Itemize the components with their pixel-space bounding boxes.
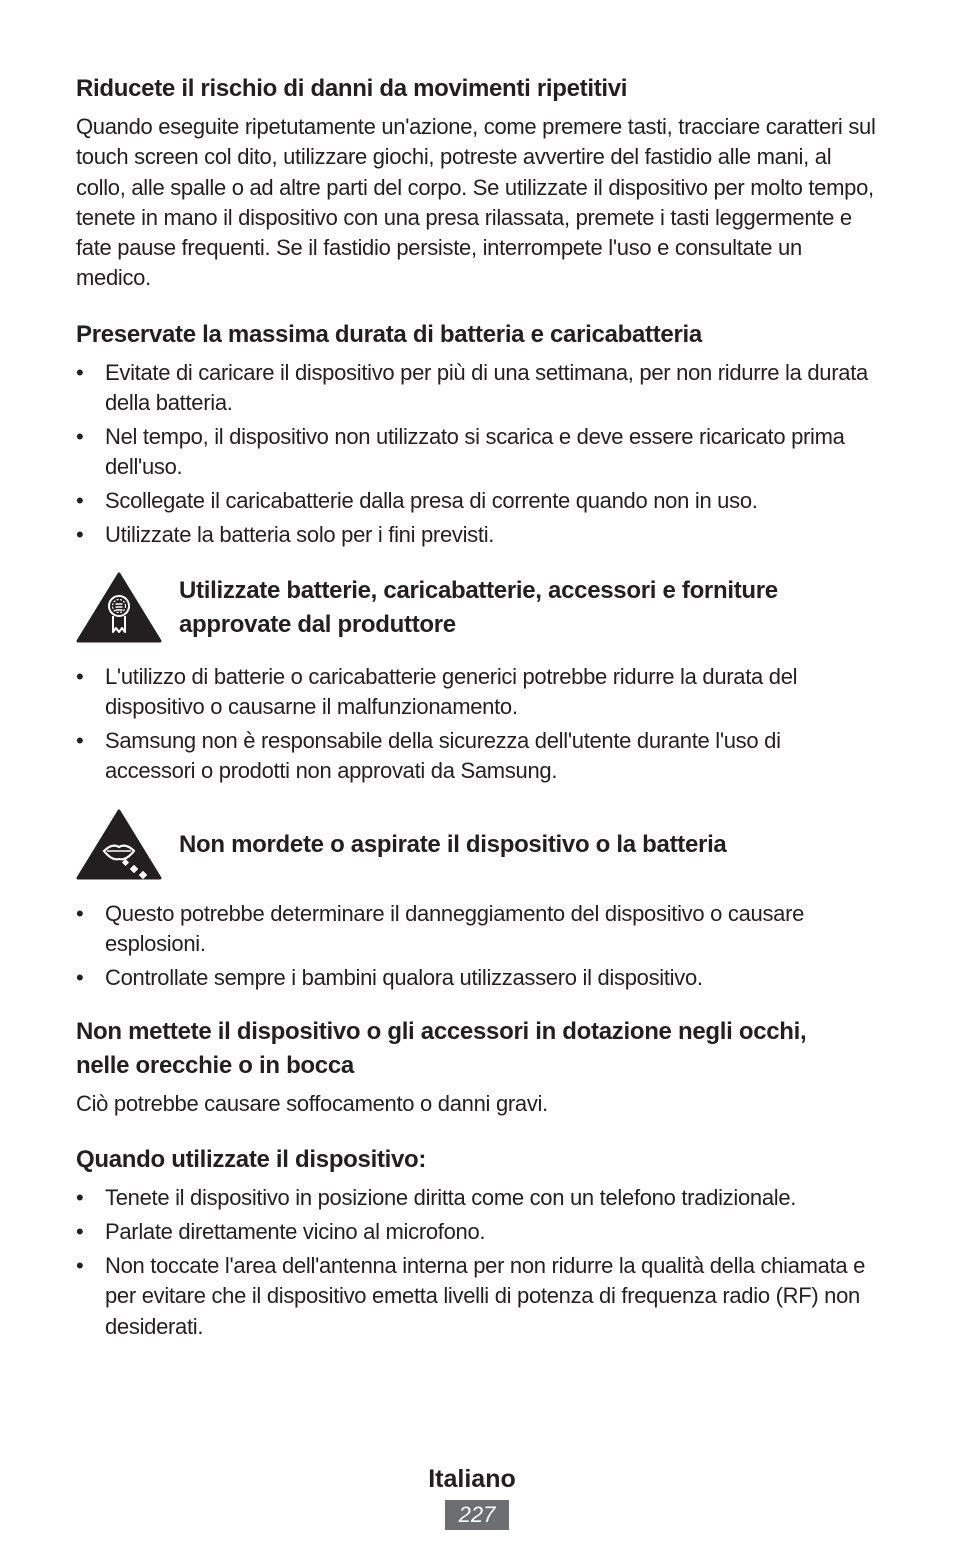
warning-heading bbox=[179, 574, 778, 642]
section-paragraph: Quando eseguite ripetutamente un'azione, come premere tasti, tracciare caratteri sul touch screen col dito, utilizzare giochi, potreste avvertire del fastidio alle mani, al collo, alle spalle o ad altre parti del corpo. Se utilizzate il dispositivo per molto tempo, tenete in mano il dispositivo con una presa rilassata, premete i tasti leggermente e fate pause frequenti. Se il fastidio persiste, interrompete l'uso e consultate un medico. bbox=[76, 114, 876, 291]
warning-header bbox=[76, 572, 876, 644]
bullet-list bbox=[76, 899, 876, 993]
list-item bbox=[76, 422, 876, 483]
section-battery-life bbox=[76, 318, 876, 550]
section-when-using bbox=[76, 1143, 876, 1341]
section-heading-line: nelle orecchie o in bocca bbox=[76, 1052, 354, 1080]
manual-page bbox=[76, 72, 876, 1364]
bullet-list bbox=[76, 662, 876, 787]
list-item bbox=[76, 899, 876, 960]
list-item-text: Controllate sempre i bambini qualora utilizzassero il dispositivo. bbox=[105, 964, 703, 990]
warning-heading-line: approvate dal produttore bbox=[179, 611, 456, 639]
no-biting-warning-icon bbox=[76, 809, 162, 881]
bullet-marker: • bbox=[76, 900, 84, 926]
list-item-text: Scollegate il caricabatterie dalla presa di corrente quando non in uso. bbox=[105, 487, 758, 513]
list-item-text: Samsung non è responsabile della sicurezza dell'utente durante l'uso di accessori o prodotti non approvati da Samsung. bbox=[105, 728, 781, 784]
section-heading: Riducete il rischio di danni da movimenti ripetitivi bbox=[76, 75, 628, 102]
page-footer bbox=[0, 1462, 954, 1530]
list-item bbox=[76, 1183, 876, 1213]
list-item-text: Utilizzate la batteria solo per i fini previsti. bbox=[105, 521, 495, 547]
warning-header bbox=[76, 809, 876, 881]
bullet-marker: • bbox=[76, 1253, 84, 1279]
list-item bbox=[76, 358, 876, 419]
bullet-marker: • bbox=[76, 728, 84, 754]
list-item-text: Evitate di caricare il dispositivo per più di una settimana, per non ridurre la durata della batteria. bbox=[105, 359, 868, 416]
section-heading: Preservate la massima durata di batteria e caricabatteria bbox=[76, 320, 702, 348]
list-item-text: L'utilizzo di batterie o caricabatterie generici potrebbe ridurre la durata del dispositivo o causarne il malfunzionamento. bbox=[105, 664, 798, 720]
list-item bbox=[76, 726, 876, 787]
section-no-biting bbox=[76, 809, 876, 993]
bullet-marker: • bbox=[76, 359, 84, 385]
section-heading: Quando utilizzate il dispositivo: bbox=[76, 1146, 427, 1174]
bullet-marker: • bbox=[76, 423, 84, 449]
warning-heading: Non mordete o aspirate il dispositivo o la batteria bbox=[179, 830, 727, 858]
list-item-text: Parlate direttamente vicino al microfono. bbox=[105, 1219, 486, 1245]
bullet-marker: • bbox=[76, 487, 84, 513]
list-item-text: Non toccate l'area dell'antenna interna per non ridurre la qualità della chiamata e per evitare che il dispositivo emetta livelli di potenza di frequenza radio (RF) non desiderati. bbox=[105, 1253, 866, 1339]
list-item-text: Tenete il dispositivo in posizione diritta come con un telefono tradizionale. bbox=[105, 1185, 797, 1211]
list-item bbox=[76, 1217, 876, 1247]
bullet-marker: • bbox=[76, 1219, 84, 1245]
warning-heading-line: Utilizzate batterie, caricabatterie, accessori e forniture bbox=[179, 577, 778, 605]
section-paragraph: Ciò potrebbe causare soffocamento o danni gravi. bbox=[76, 1091, 548, 1117]
list-item bbox=[76, 662, 876, 723]
bullet-list bbox=[76, 1183, 876, 1341]
section-heading bbox=[76, 1015, 876, 1083]
section-heading-line: Non mettete il dispositivo o gli accessori in dotazione negli occhi, bbox=[76, 1018, 807, 1046]
footer-language: Italiano bbox=[428, 1465, 516, 1493]
page-number: 227 bbox=[445, 1500, 510, 1530]
list-item bbox=[76, 520, 876, 550]
list-item-text: Nel tempo, il dispositivo non utilizzato si scarica e deve essere ricaricato prima dell'uso. bbox=[105, 423, 845, 480]
list-item bbox=[76, 1251, 876, 1342]
approved-accessories-warning-icon bbox=[76, 572, 162, 644]
list-item bbox=[76, 963, 876, 993]
list-item bbox=[76, 486, 876, 516]
section-repetitive-motion bbox=[76, 72, 876, 294]
section-eyes-ears-mouth bbox=[76, 1015, 876, 1119]
bullet-marker: • bbox=[76, 664, 84, 690]
bullet-marker: • bbox=[76, 964, 84, 990]
bullet-list bbox=[76, 358, 876, 550]
bullet-marker: • bbox=[76, 521, 84, 547]
bullet-marker: • bbox=[76, 1185, 84, 1211]
list-item-text: Questo potrebbe determinare il danneggiamento del dispositivo o causare esplosioni. bbox=[105, 900, 805, 957]
section-approved-accessories bbox=[76, 572, 876, 787]
